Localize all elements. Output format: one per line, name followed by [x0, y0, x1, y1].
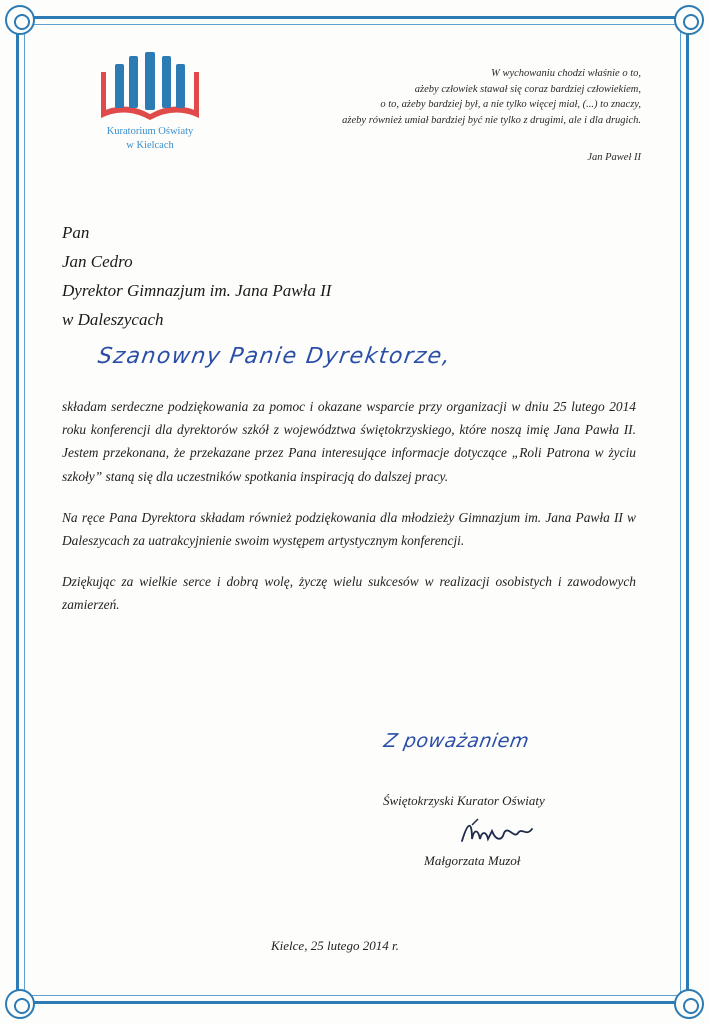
kuratorium-logo — [80, 52, 220, 162]
motto-line: o to, ażeby bardziej był, a nie tylko więcej miał, (...) to znaczy, — [380, 99, 641, 110]
body-paragraph: składam serdeczne podziękowania za pomoc i okazane wsparcie przy organizacji w dniu 25 lutego 2014 roku konferencji dla dyrektorów szkół z województwa świętokrzyskiego, które noszą imię Jana Pawła II. Jestem przekonana, że przekazane przez Pana interesujące informacje dotyczące „Roli Patrona w życiu szkoły” staną się dla uczestników spotkania inspiracją do dalszej pracy. — [62, 399, 636, 484]
motto-line: ażeby również umiał bardziej być nie tylko z drugimi, ale i dla drugich. — [342, 114, 641, 126]
body-paragraph: Dziękując za wielkie serce i dobrą wolę, życzę wielu sukcesów w realizacji osobistych i zawodowych zamierzeń. — [62, 574, 636, 613]
frame-corner-ornament — [674, 989, 704, 1019]
frame-corner-ornament — [5, 5, 35, 35]
handwritten-closing: Z poważaniem — [382, 730, 532, 752]
signature-scribble-icon — [458, 817, 538, 849]
recipient-block — [62, 218, 331, 334]
motto-quote — [201, 66, 641, 128]
handwritten-salutation: Szanowny Panie Dyrektorze, — [96, 344, 453, 369]
signer-name: Małgorzata Muzoł — [424, 853, 521, 868]
body-paragraph: Na ręce Pana Dyrektora składam również podziękowania dla młodzieży Gimnazjum im. Jana Pawła II w Daleszycach za uatrakcyjnienie swoim występem artystycznym konferencji. — [62, 509, 636, 549]
motto-line: W wychowaniu chodzi właśnie o to, — [491, 68, 641, 79]
place-and-date: Kielce, 25 lutego 2014 r. — [271, 938, 399, 953]
recipient-location: w Daleszycach — [62, 310, 164, 329]
recipient-line: Pan — [62, 223, 90, 242]
book-logo-icon — [95, 52, 205, 124]
recipient-name: Jan Cedro — [62, 252, 133, 271]
frame-corner-ornament — [5, 989, 35, 1019]
logo-text-line-2: w Kielcach — [126, 140, 174, 151]
handwritten-signature — [458, 817, 538, 853]
motto-author: Jan Paweł II — [587, 152, 641, 163]
motto-line: ażeby człowiek stawał się coraz bardziej człowiekiem, — [414, 83, 641, 95]
recipient-position: Dyrektor Gimnazjum im. Jana Pawła II — [62, 281, 332, 300]
logo-text-line-1: Kuratorium Oświaty — [106, 126, 194, 137]
signer-title: Świętokrzyski Kurator Oświaty — [383, 793, 545, 808]
letter-body — [62, 395, 636, 635]
frame-corner-ornament — [674, 5, 704, 35]
